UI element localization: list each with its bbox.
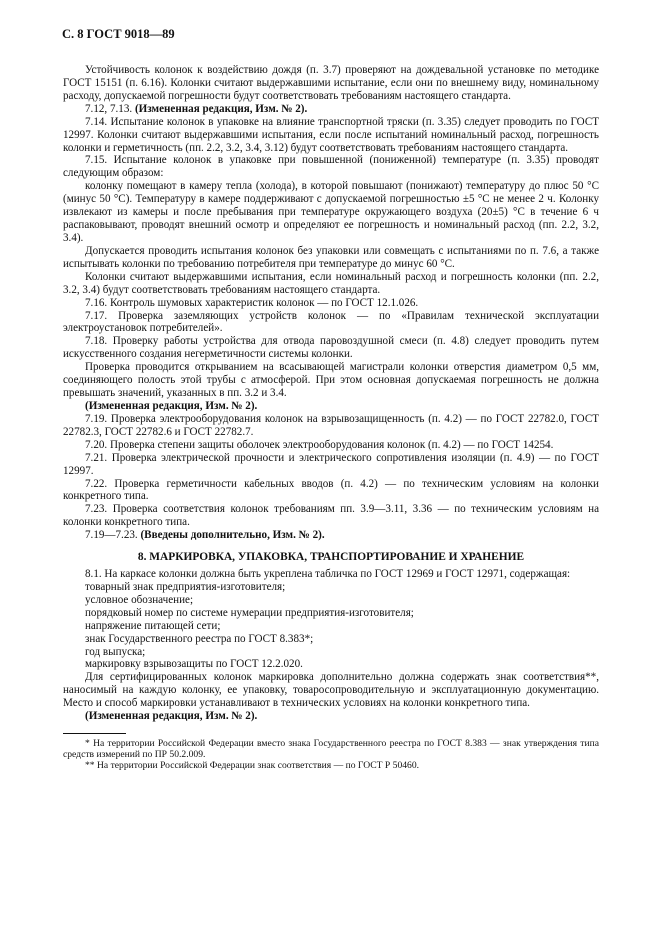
- amendment-note: [63, 103, 599, 116]
- clause-7-22: 7.22. Проверка герметичности кабельных вводов (п. 4.2) — по техническим условиям на колонки конкретного типа.: [63, 477, 599, 503]
- document-body: [63, 64, 599, 771]
- list-item: год выпуска;: [85, 645, 146, 658]
- amendment-text: (Измененная редакция, Изм. № 2).: [134, 102, 308, 115]
- footnote-divider: [63, 733, 126, 734]
- paragraph: Допускается проводить испытания колонок без упаковки или совмещать с испытаниями по п. 7.6, а также испытывать колонки по требованию потребителя при температуре до минус 60 °С.: [63, 244, 599, 270]
- clause-7-20: 7.20. Проверка степени защиты оболочек электрооборудования колонок (п. 4.2) — по ГОСТ 14254.: [85, 438, 554, 451]
- amendment-text: (Измененная редакция, Изм. № 2).: [85, 710, 258, 723]
- list-item: напряжение питающей сети;: [85, 619, 221, 632]
- clause-7-14: 7.14. Испытание колонок в упаковке на влияние транспортной тряски (п. 3.35) следует проводить по ГОСТ 12997. Колонки считают выдержавшими испытания, если после испытаний номинальный расход, погрешность колонки и герметичность (пп. 2.2, 3.2, 3.4, 3.12) будут соответствовать требованиям настоящего стандарта.: [63, 115, 599, 154]
- clause-7-15: 7.15. Испытание колонок в упаковке при повышенной (пониженной) температуре (п. 3.35) проводят следующим образом:: [63, 154, 599, 180]
- clause-7-17: 7.17. Проверка заземляющих устройств колонок — по «Правилам технической эксплуатации электроустановок потребителей».: [63, 309, 599, 335]
- paragraph: Проверка проводится открыванием на всасывающей магистрали колонки отверстия диаметром 0,5 мм, соединяющего полость этой трубы с атмосферой. При этом основная допускаемая погрешность не должна превышать значений, указанных в пп. 3.2 и 3.4.: [63, 361, 599, 400]
- paragraph: Для сертифицированных колонок маркировка дополнительно должна содержать знак соответствия**, наносимый на каждую колонку, ее упаковку, товаросопроводительную и эксплуатационную документацию. Место и способ маркировки устанавливают в технических условиях на колонки конкретного типа.: [63, 671, 599, 710]
- clause-7-19: 7.19. Проверка электрооборудования колонок на взрывозащищенность (п. 4.2) — по ГОСТ 22782.0, ГОСТ 22782.3, ГОСТ 22782.6 и ГОСТ 22782.7.: [63, 412, 599, 438]
- clause-7-21: 7.21. Проверка электрической прочности и электрического сопротивления изоляции (п. 4.9) — по ГОСТ 12997.: [63, 451, 599, 477]
- clause-7-16: 7.16. Контроль шумовых характеристик колонок — по ГОСТ 12.1.026.: [85, 296, 419, 309]
- amendment-text: (Введены дополнительно, Изм. № 2).: [140, 529, 325, 542]
- clause-7-23: 7.23. Проверка соответствия колонок требованиям пп. 3.9—3.11, 3.36 — по техническим условиям на колонки конкретного типа.: [63, 503, 599, 529]
- amendment-text: (Измененная редакция, Изм. № 2).: [85, 399, 258, 412]
- list-item: маркировку взрывозащиты по ГОСТ 12.2.020.: [85, 658, 303, 671]
- footnote: ** На территории Российской Федерации знак соответствия — по ГОСТ Р 50460.: [85, 760, 420, 772]
- paragraph: колонку помещают в камеру тепла (холода), в которой повышают (понижают) температуру до плюс 50 °С (минус 50 °С). Температуру в камере поддерживают с допускаемой погрешностью ±5 °С не менее 2 ч. Колонку извлекают из камеры и после пребывания при температуре окружающего воздуха (20±5) °С в течение 6 ч распаковывают, проводят внешний осмотр и определяют ее погрешность и номинальный расход (пп. 2.2, 3.2, 3.4).: [63, 180, 599, 244]
- amendment-note: [63, 529, 599, 542]
- list-item: условное обозначение;: [85, 593, 194, 606]
- amendment-note: [63, 710, 599, 723]
- footnote: * На территории Российской Федерации вместо знака Государственного реестра по ГОСТ 8.383 — знак утверждения типа средств измерений по ПР 50.2.009.: [63, 738, 599, 761]
- clause-8-1: 8.1. На каркасе колонки должна быть укреплена табличка по ГОСТ 12969 и ГОСТ 12971, содержащая:: [85, 568, 571, 581]
- section-heading: 8. МАРКИРОВКА, УПАКОВКА, ТРАНСПОРТИРОВАНИЕ И ХРАНЕНИЕ: [137, 551, 525, 564]
- amendment-note: [63, 400, 599, 413]
- paragraph: Колонки считают выдержавшими испытания, если номинальный расход и погрешность колонки (пп. 2.2, 3.2, 3.4) будут соответствовать требованиям настоящего стандарта.: [63, 270, 599, 296]
- list-item: порядковый номер по системе нумерации предприятия-изготовителя;: [85, 606, 414, 619]
- clause-number: 7.19—7.23.: [85, 529, 138, 542]
- page-header: С. 8 ГОСТ 9018—89: [62, 27, 175, 41]
- paragraph: Устойчивость колонок к воздействию дождя (п. 3.7) проверяют на дождевальной установке по методике ГОСТ 15151 (п. 6.16). Колонки считают выдержавшими испытание, если они по внешнему виду, номинальному расходу, допускаемой погрешности будут соответствовать требованиям настоящего стандарта.: [63, 64, 599, 102]
- list-item: знак Государственного реестра по ГОСТ 8.383*;: [85, 632, 314, 645]
- clause-7-18: 7.18. Проверку работы устройства для отвода паровоздушной смеси (п. 4.8) следует проводить путем искусственного создания негерметичности системы колонки.: [63, 335, 599, 361]
- clause-number: 7.12, 7.13.: [85, 102, 133, 115]
- list-item: товарный знак предприятия-изготовителя;: [85, 580, 286, 593]
